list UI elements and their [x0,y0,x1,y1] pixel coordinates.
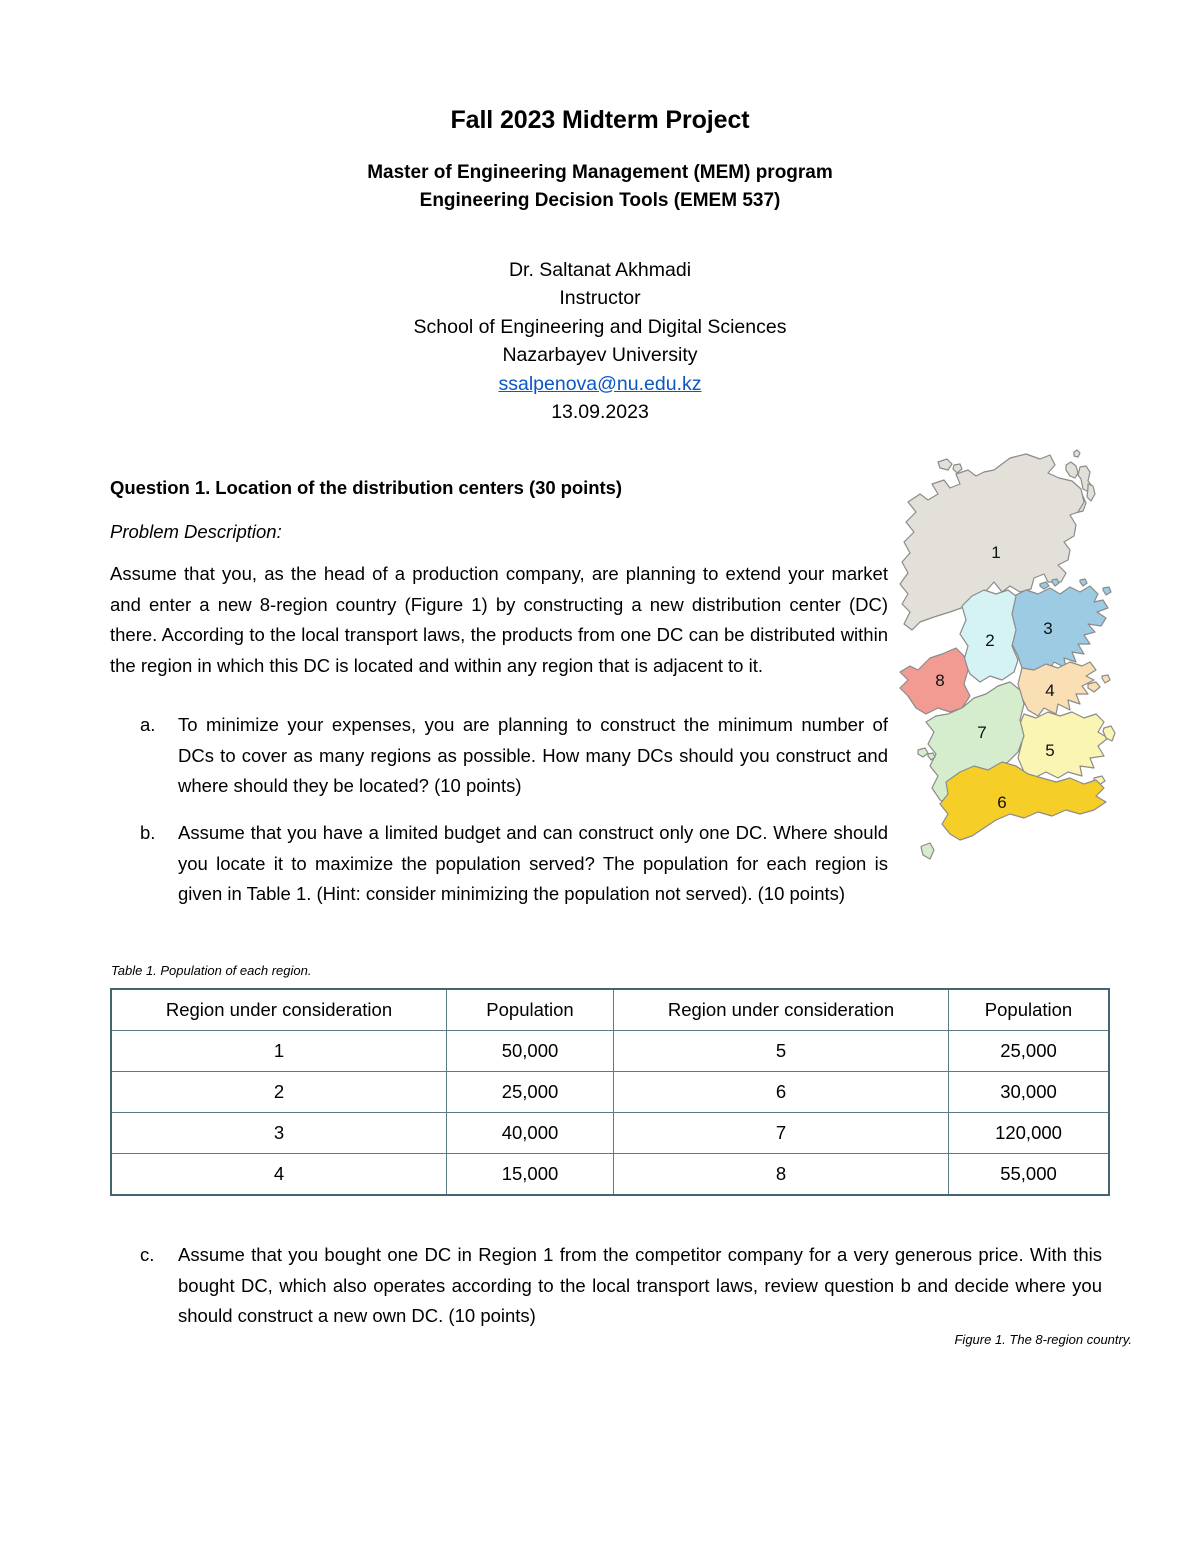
map-islet-ne4 [1103,587,1111,595]
map-label-1: 1 [991,543,1001,562]
table-cell-population: 15,000 [447,1154,614,1196]
subtitle-line-2: Engineering Decision Tools (EMEM 537) [419,190,781,211]
table-cell-population: 40,000 [447,1113,614,1154]
map-islet-sw1 [918,748,928,757]
table-cell-region: 7 [614,1113,949,1154]
table-row [111,1113,1109,1154]
table-cell-population: 55,000 [949,1154,1110,1196]
table-cell-population: 30,000 [949,1072,1110,1113]
map-islet-sw3 [921,843,934,859]
question-1-heading: Question 1. Location of the distribution centers (30 points) [110,477,622,498]
map-islet-ne3 [1080,579,1087,586]
instructor-name: Dr. Saltanat Akhmadi [508,259,692,281]
map-island-n5 [1087,484,1095,501]
map-label-8: 8 [935,671,945,690]
instructor-school: School of Engineering and Digital Sciences [413,315,787,338]
population-table [110,988,1110,1196]
map-island-n2 [1066,462,1078,478]
table-cell-region: 3 [111,1113,447,1154]
map-island-n1 [1074,450,1080,457]
list-marker-c: c. [140,1244,155,1265]
figure-caption: Figure 1. The 8-region country. [954,1332,1132,1347]
map-islet-e2 [1102,675,1110,683]
table-header-cell: Population [447,989,614,1031]
list-text-a: To minimize your expenses, you are planning to construct the minimum number of DCs to cover as many regions as possible. How many DCs should you construct and where should they be located? (10 points) [178,714,888,796]
country-map-image [898,432,1128,892]
table-cell-population: 50,000 [447,1031,614,1072]
document-date: 13.09.2023 [551,401,649,424]
list-item-b [140,818,888,910]
table-row [111,1154,1109,1196]
table-header-row [111,989,1109,1031]
table-header-cell: Population [949,989,1110,1031]
table-cell-population: 120,000 [949,1113,1110,1154]
list-marker-a: a. [140,714,156,735]
instructor-email-link[interactable]: ssalpenova@nu.edu.kz [498,372,702,395]
map-region-3 [1010,586,1108,675]
map-region-5 [1018,712,1108,778]
table-header-cell: Region under consideration [111,989,447,1031]
map-label-4: 4 [1045,681,1055,700]
table-cell-region: 1 [111,1031,447,1072]
map-label-7: 7 [977,723,987,742]
list-text-c: Assume that you bought one DC in Region 1 from the competitor company for a very generous price. With this bought DC, which also operates according to the local transport laws, review question b and decide where you should construct a new own DC. (10 points) [178,1244,1102,1326]
map-islet-ne1 [1040,582,1049,589]
map-region-4 [1018,662,1096,716]
map-label-2: 2 [985,631,995,650]
table-cell-region: 4 [111,1154,447,1196]
list-marker-b: b. [140,822,156,843]
table-row [111,1031,1109,1072]
table-cell-population: 25,000 [447,1072,614,1113]
table-cell-region: 6 [614,1072,949,1113]
table-cell-region: 5 [614,1031,949,1072]
list-text-b: Assume that you have a limited budget and can construct only one DC. Where should you locate it to maximize the population served? The population for each region is given in Table 1. (Hint: consider minimizing the population not served). (10 points) [178,822,888,904]
instructor-block [110,256,1090,426]
table-cell-region: 8 [614,1154,949,1196]
instructor-university: Nazarbayev University [502,344,698,367]
problem-description-paragraph: Assume that you, as the head of a production company, are planning to extend your market and enter a new 8-region country (Figure 1) by constructing a new distribution center (DC) there. According to the local transport laws, the products from one DC can be distributed within the region in which this DC is located and within any region that is adjacent to it. [110,563,888,676]
table-header-cell: Region under consideration [614,989,949,1031]
map-islet-w2 [953,464,962,473]
map-islet-ne2 [1052,579,1059,586]
list-item-c [140,1240,1102,1332]
problem-description-label: Problem Description: [110,521,282,542]
map-label-3: 3 [1043,619,1053,638]
instructor-role: Instructor [559,287,641,310]
table-caption: Table 1. Population of each region. [111,963,312,978]
list-item-a [140,710,888,802]
table-cell-region: 2 [111,1072,447,1113]
table-row [111,1072,1109,1113]
map-islet-e1 [1088,682,1100,692]
map-islet-w1 [938,459,952,470]
page-title: Fall 2023 Midterm Project [450,106,750,134]
table-cell-population: 25,000 [949,1031,1110,1072]
map-label-6: 6 [997,793,1007,812]
program-subtitle [110,159,1090,215]
subtitle-line-1: Master of Engineering Management (MEM) program [367,162,833,183]
map-label-5: 5 [1045,741,1055,760]
